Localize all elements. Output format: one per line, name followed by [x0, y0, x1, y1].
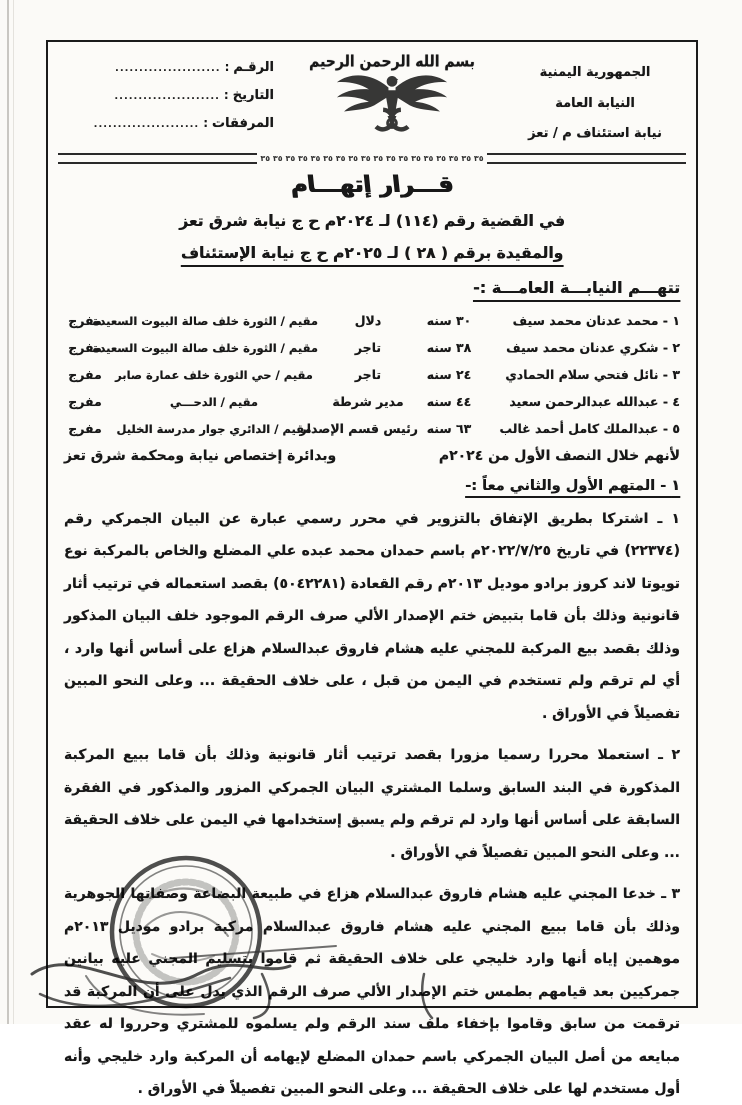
- defendant-residence: مقيم / الثورة خلف صالة البيوت السعيدة: [92, 341, 318, 355]
- scan-edge-artifact-2: [13, 0, 14, 1024]
- emblem-block: [292, 54, 492, 152]
- org-line-branch: نيابة استئناف م / تعز: [528, 126, 662, 142]
- field-date-colon: :: [223, 88, 229, 102]
- org-block: [510, 52, 680, 150]
- defendants-table: [64, 313, 680, 436]
- defendant-age: ٣٨ سنه: [426, 340, 472, 355]
- field-attachments-value: ......................: [93, 119, 200, 130]
- page-title: قـــرار إتهـــام: [289, 172, 455, 198]
- defendant-row-1: [64, 313, 680, 328]
- defendant-status: مفرج: [68, 421, 102, 436]
- document-frame: [46, 40, 698, 1097]
- org-line-country: الجمهورية اليمنية: [539, 65, 651, 80]
- jurisdiction-line: وبدائرة إختصاص نيابة ومحكمة شرق تعز: [64, 448, 337, 464]
- field-attachments-colon: :: [203, 116, 209, 130]
- charge-paragraph-1: ١ ـ اشتركا بطريق الإتفاق بالتزوير في محرر رسمي عبارة عن البيان الجمركي رقم (٢٢٣٧٤) في تاريخ ٢٠٢٢/٧/٢٥م باسم حمدان محمد عبده علي المضلع والخاص بالمركبة نوع تويوتا لاند كروز برادو موديل ٢٠١٣م رقم القعادة (٥٠٤٢٢٨١) بقصد استعماله في ترتيب أثار قانونية وذلك بأن قاما بتبيض ختم الإصدار الألي صرف الرقم الموجود خلف البيان المذكور وذلك بقصد بيع المركبة للمجني عليه هشام فاروق عبدالسلام هزاع على أساس أنها وارد ، أي لم ترقم ولم تستخدم في اليمن من قبل ، على خلاف الحقيقة ... وعلى النحو المبين تفصيلاً في الأوراق .: [64, 511, 680, 722]
- defendant-status: مفرج: [68, 394, 102, 409]
- defendant-status: مفرج: [68, 313, 102, 328]
- defendant-name: ٤ - عبدالله عبدالرحمن سعيد: [509, 394, 680, 409]
- defendant-row-2: [64, 340, 680, 355]
- accusation-intro: تتهـــم النيابـــة العامـــة :-: [472, 278, 680, 297]
- charges-heading: ١ - المتهم الأول والثاني معاً :-: [465, 478, 680, 494]
- defendant-residence: مقيم / الدحـــي: [170, 395, 258, 409]
- record-number-line: والمقيدة برقم ( ٢٨ ) لـ ٢٠٢٥م ح ج نيابة الإستئناف: [180, 244, 564, 262]
- defendant-residence: مقيم / حي الثورة خلف عمارة صابر: [115, 368, 313, 382]
- case-number-line: في القضية رقم (١١٤) لـ ٢٠٢٤م ح ج نيابة شرق تعز: [179, 212, 565, 230]
- defendant-occupation: تاجر: [354, 340, 382, 355]
- defendant-name: ٥ - عبدالملك كامل أحمد غالب: [499, 421, 680, 436]
- reference-fields: [64, 52, 274, 144]
- defendant-occupation: تاجر: [354, 367, 382, 382]
- defendant-residence: مقيم / الدائري جوار مدرسة الخليل: [116, 422, 312, 436]
- defendant-residence: مقيم / الثورة خلف صالة البيوت السعيدة: [92, 314, 318, 328]
- defendant-age: ٦٣ سنه: [426, 421, 472, 436]
- defendant-occupation: دلال: [354, 313, 382, 328]
- defendant-name: ١ - محمد عدنان محمد سيف: [512, 313, 680, 328]
- charge-paragraph-3: ٣ ـ خدعا المجني عليه هشام فاروق عبدالسلام هزاع في طبيعة البضاعة وصفاتها الجوهرية وذلك بأن قاما ببيع المجني عليه هشام فاروق عبدالسلام مركبة برادو موديل ٢٠١٣م موهمين إياه أنها وارد خليجي على خلاف الحقيقة ثم قاموا بتسليم المجني عليه بيانين جمركيين بعد قيامهم بطمس ختم الإصدار الألي صرف الرقم الذي يدل على أن المركبة قد ترقمت من سابق وقاموا بإخفاء ملف سند الرقم ولم يسلموه للمشتري وحرروا له عقد مبايعه من أصل البيان الجمركي باسم حمدان المضلع لإيهامه أن المركبة وارد خليجي وأنه أول مستخدم لها على خلاف الحقيقة ... وعلى النحو المبين تفصيلاً في الأوراق .: [64, 886, 680, 1097]
- defendant-age: ٤٤ سنه: [426, 394, 472, 409]
- field-date: [64, 88, 274, 103]
- defendant-name: ٣ - نائل فتحي سلام الحمادي: [505, 367, 680, 382]
- separator-line-right: [487, 153, 686, 164]
- charge-paragraph-2: ٢ ـ استعملا محررا رسميا مزورا بقصد ترتيب أثار قانونية وذلك بأن قاما ببيع المركبة المذكورة في البند السابق وسلما المشتري البيان الجمركي المزور والمذكور في الفقرة السابقة على أساس أنها وارد لم ترقم ولم يسبق إستخدامها في اليمن على خلاف الحقيقة ... وعلى النحو المبين تفصيلاً في الأوراق .: [64, 747, 680, 861]
- defendant-status: مفرج: [68, 340, 102, 355]
- separator-line-left: [58, 153, 257, 164]
- period-jurisdiction-row: [64, 448, 680, 464]
- field-number-colon: :: [224, 60, 230, 74]
- field-number: [64, 60, 274, 75]
- document-header: [64, 52, 680, 152]
- yemen-eagle-emblem-icon: [326, 68, 458, 148]
- defendant-age: ٣٠ سنه: [426, 313, 472, 328]
- field-date-label: التاريخ: [232, 88, 274, 103]
- field-attachments: [64, 116, 274, 131]
- defendant-status: مفرج: [68, 367, 102, 382]
- bismillah-calligraphy: بسم الله الرحمن الرحيم: [309, 53, 475, 71]
- field-number-value: ......................: [115, 63, 221, 74]
- field-date-value: ......................: [114, 91, 220, 102]
- defendant-age: ٢٤ سنه: [426, 367, 472, 382]
- defendant-occupation: مدير شرطة: [332, 394, 404, 409]
- defendant-name: ٢ - شكري عدنان محمد سيف: [506, 340, 680, 355]
- defendant-row-3: [64, 367, 680, 382]
- defendant-row-4: [64, 394, 680, 409]
- defendant-occupation: رئيس قسم الإصدار: [299, 421, 418, 436]
- defendant-row-5: [64, 421, 680, 436]
- field-number-label: الرقـم: [233, 60, 274, 75]
- scan-edge-artifact: [7, 0, 9, 1024]
- header-separator: [58, 152, 686, 164]
- period-line: لأنهم خلال النصف الأول من ٢٠٢٤م: [438, 448, 680, 464]
- org-line-prosecution: النيابة العامة: [555, 95, 635, 111]
- separator-glyph-band: ٣٥ ٣٥ ٣٥ ٣٥ ٣٥ ٣٥ ٣٥ ٣٥ ٣٥ ٣٥ ٣٥ ٣٥ ٣٥ ٣٥ ٣٥ ٣٥ ٣٥ ٣٥: [260, 153, 484, 163]
- field-attachments-label: المرفقات: [212, 116, 274, 131]
